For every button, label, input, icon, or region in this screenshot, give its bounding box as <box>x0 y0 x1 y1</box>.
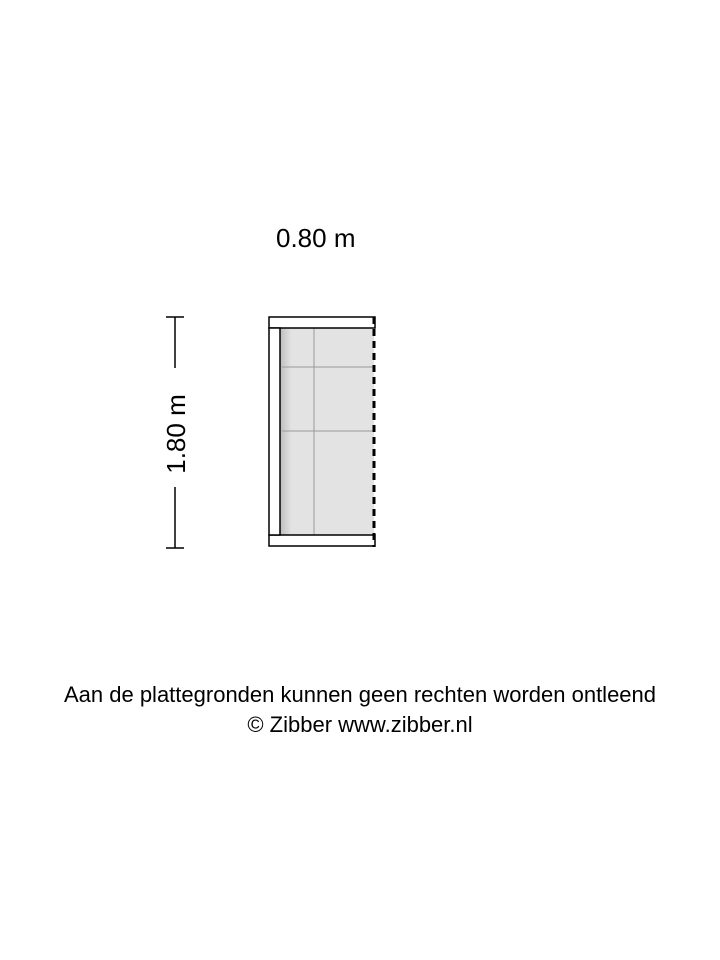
width-dimension-label: 0.80 m <box>276 223 356 253</box>
wall-top <box>269 317 375 328</box>
credit-text: © Zibber www.zibber.nl <box>247 712 473 737</box>
wall-bottom <box>269 535 375 546</box>
height-dimension-text: 1.80 m <box>161 394 191 474</box>
wall-left <box>269 328 280 535</box>
footer <box>0 680 720 740</box>
height-dimension-line <box>166 317 184 548</box>
disclaimer-text: Aan de plattegronden kunnen geen rechten worden ontleend <box>63 682 657 707</box>
